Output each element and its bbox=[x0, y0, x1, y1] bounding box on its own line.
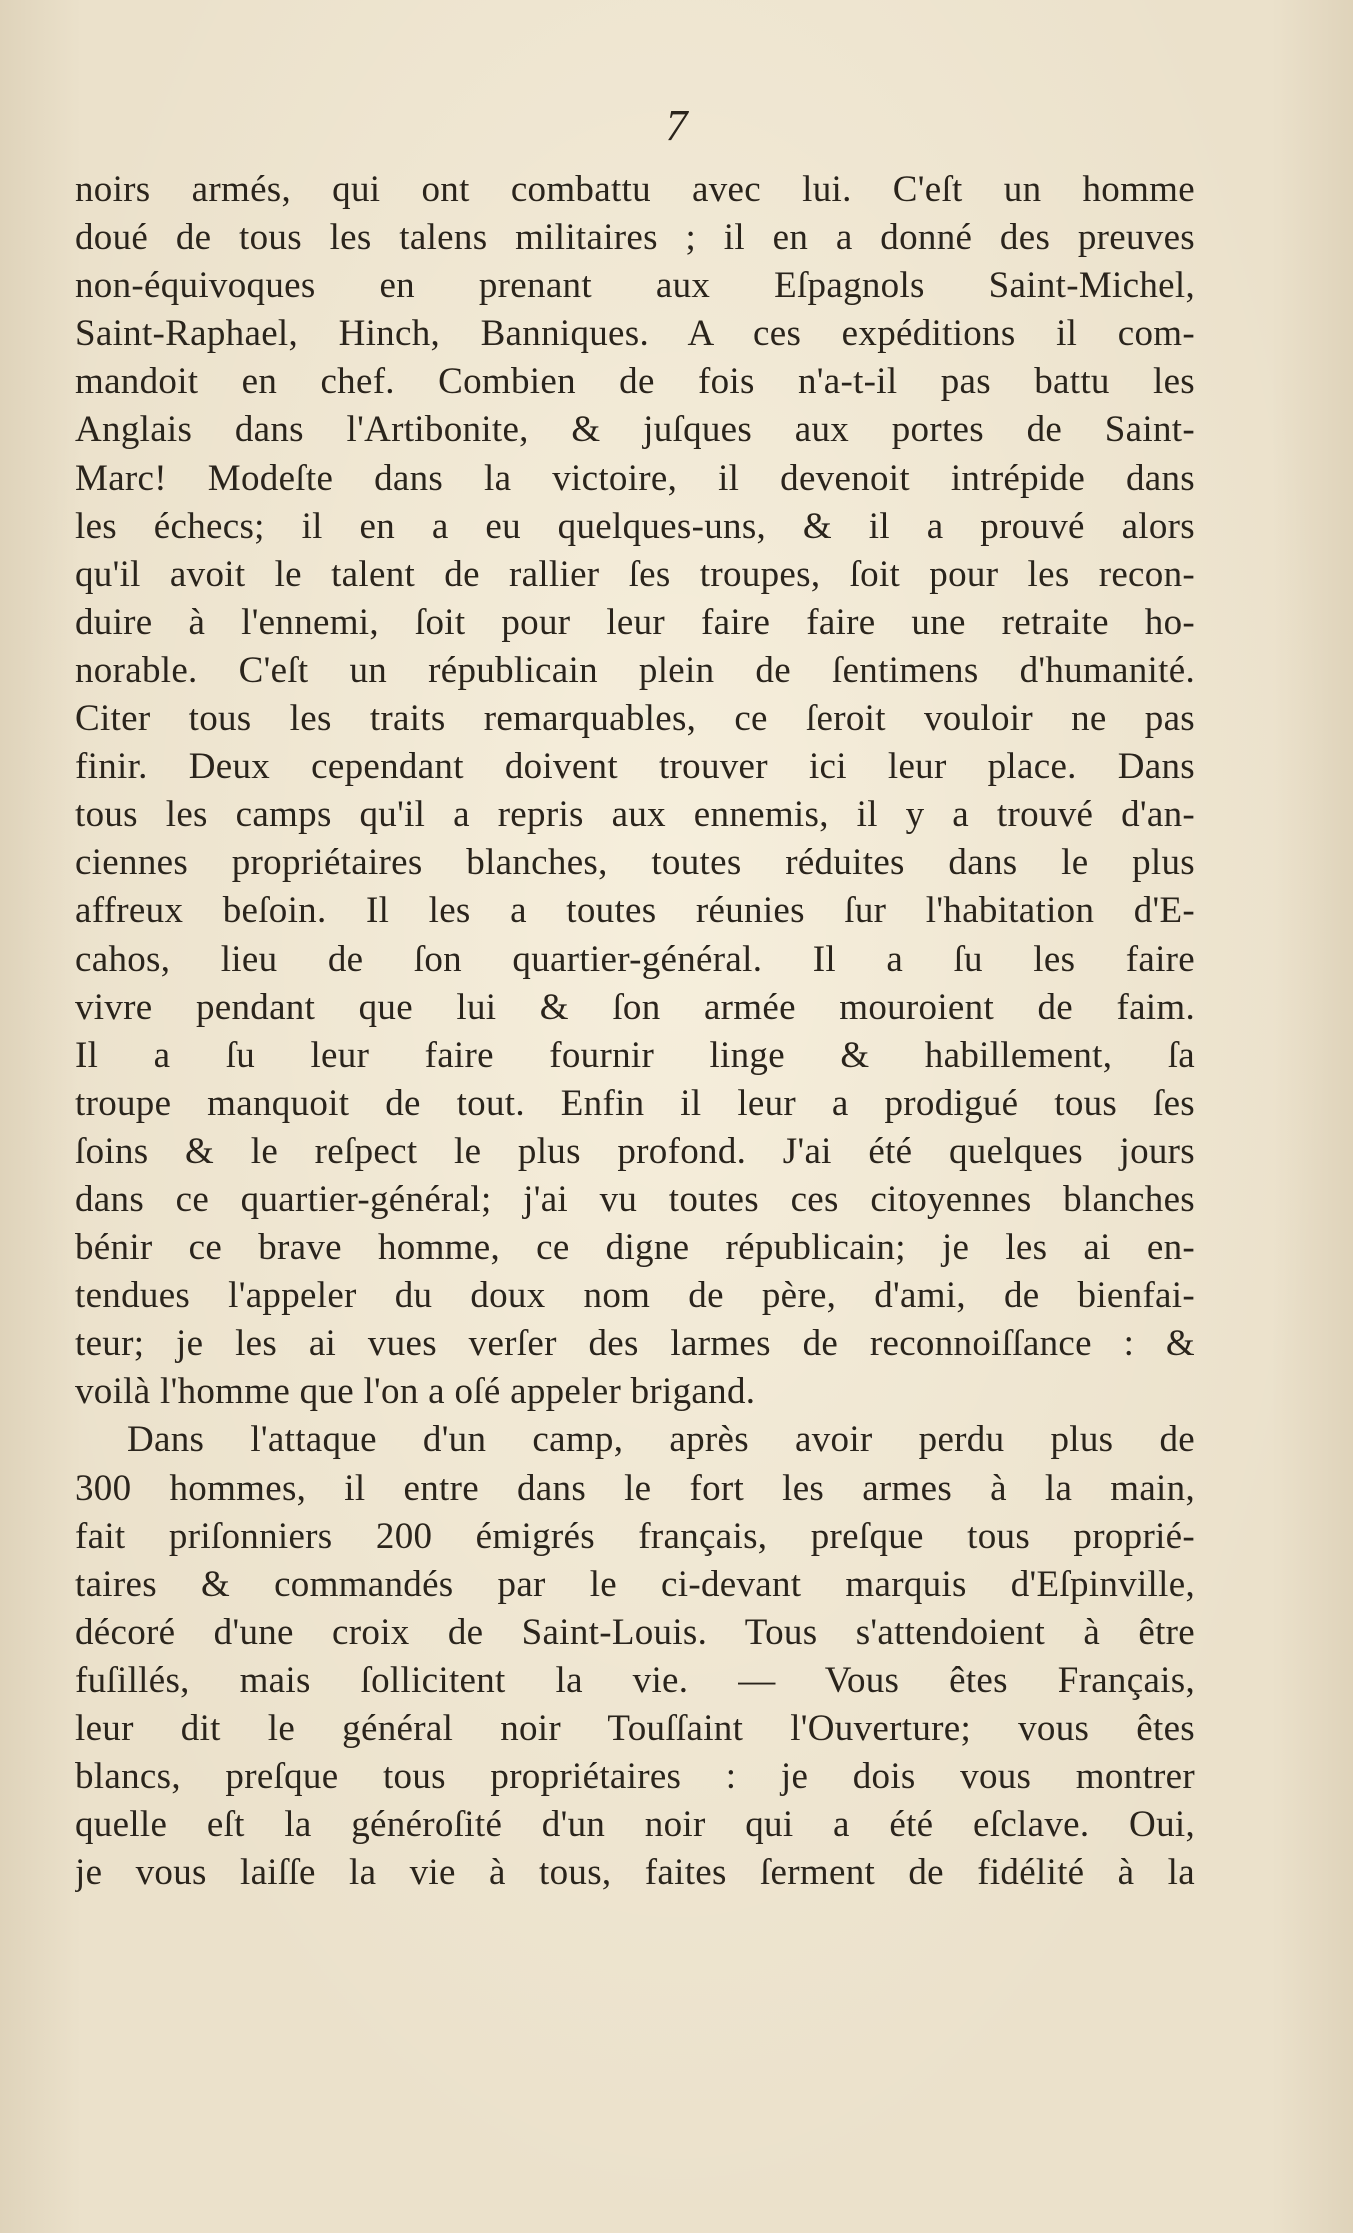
text-line: tous les camps qu'il a repris aux ennemis, il y a trouvé d'an- bbox=[75, 794, 1195, 836]
text-line: affreux beſoin. Il les a toutes réunies ſur l'habitation d'E- bbox=[75, 890, 1195, 932]
text-line: non-équivoques en prenant aux Eſpagnols Saint-Michel, bbox=[75, 265, 1195, 307]
page-number: 7 bbox=[665, 101, 688, 150]
text-line: teur; je les ai vues verſer des larmes de reconnoiſſance : & bbox=[75, 1323, 1195, 1365]
text-line: Dans l'attaque d'un camp, après avoir perdu plus de bbox=[127, 1419, 1195, 1461]
text-line: leur dit le général noir Touſſaint l'Ouverture; vous êtes bbox=[75, 1708, 1195, 1749]
text-line: duire à l'ennemi, ſoit pour leur faire faire une retraite ho- bbox=[75, 601, 1195, 643]
text-line: Citer tous les traits remarquables, ce ſeroit vouloir ne pas bbox=[75, 698, 1195, 740]
text-line: finir. Deux cependant doivent trouver ici leur place. Dans bbox=[75, 746, 1195, 788]
text-line: cahos, lieu de ſon quartier-général. Il a ſu les faire bbox=[75, 938, 1195, 980]
text-line: voilà l'homme que l'on a oſé appeler brigand. bbox=[75, 1371, 756, 1413]
text-line: mandoit en chef. Combien de fois n'a-t-il pas battu les bbox=[75, 361, 1195, 403]
text-line: dans ce quartier-général; j'ai vu toutes ces citoyennes blanches bbox=[75, 1178, 1195, 1220]
text-line: Saint-Raphael, Hinch, Banniques. A ces expéditions il com- bbox=[75, 313, 1195, 355]
text-line: ciennes propriétaires blanches, toutes réduites dans le plus bbox=[75, 842, 1195, 884]
text-line: troupe manquoit de tout. Enfin il leur a prodigué tous ſes bbox=[75, 1082, 1195, 1124]
text-line: Il a ſu leur faire fournir linge & habillement, ſa bbox=[75, 1034, 1195, 1076]
text-line: ſoins & le reſpect le plus profond. J'ai été quelques jours bbox=[75, 1130, 1195, 1172]
text-line: fait priſonniers 200 émigrés français, preſque tous proprié- bbox=[75, 1515, 1195, 1557]
text-line: noirs armés, qui ont combattu avec lui. C'eſt un homme bbox=[75, 169, 1195, 210]
text-line: je vous laiſſe la vie à tous, faites ſerment de fidélité à la bbox=[75, 1852, 1195, 1894]
text-line: doué de tous les talens militaires ; il en a donné des preuves bbox=[75, 217, 1195, 259]
body-text bbox=[75, 166, 1195, 1897]
text-line: fuſillés, mais ſollicitent la vie. — Vous êtes Français, bbox=[75, 1659, 1195, 1701]
text-line: qu'il avoit le talent de rallier ſes troupes, ſoit pour les recon- bbox=[75, 553, 1195, 595]
text-line: tendues l'appeler du doux nom de père, d'ami, de bienfai- bbox=[75, 1275, 1195, 1317]
text-line: blancs, preſque tous propriétaires : je dois vous montrer bbox=[75, 1756, 1195, 1798]
text-line: Marc! Modeſte dans la victoire, il devenoit intrépide dans bbox=[75, 457, 1195, 499]
text-line: les échecs; il en a eu quelques-uns, & il a prouvé alors bbox=[75, 505, 1195, 547]
text-line: vivre pendant que lui & ſon armée mouroient de faim. bbox=[75, 986, 1195, 1028]
text-line: décoré d'une croix de Saint-Louis. Tous s'attendoient à être bbox=[75, 1611, 1195, 1653]
text-line: quelle eſt la généroſité d'un noir qui a été eſclave. Oui, bbox=[75, 1804, 1195, 1846]
text-line: taires & commandés par le ci-devant marquis d'Eſpinville, bbox=[75, 1563, 1195, 1605]
text-line: norable. C'eſt un républicain plein de ſentimens d'humanité. bbox=[75, 649, 1195, 691]
text-line: 300 hommes, il entre dans le fort les armes à la main, bbox=[75, 1467, 1195, 1509]
text-line: bénir ce brave homme, ce digne républicain; je les ai en- bbox=[75, 1227, 1195, 1269]
text-line: Anglais dans l'Artibonite, & juſques aux portes de Saint- bbox=[75, 409, 1195, 451]
